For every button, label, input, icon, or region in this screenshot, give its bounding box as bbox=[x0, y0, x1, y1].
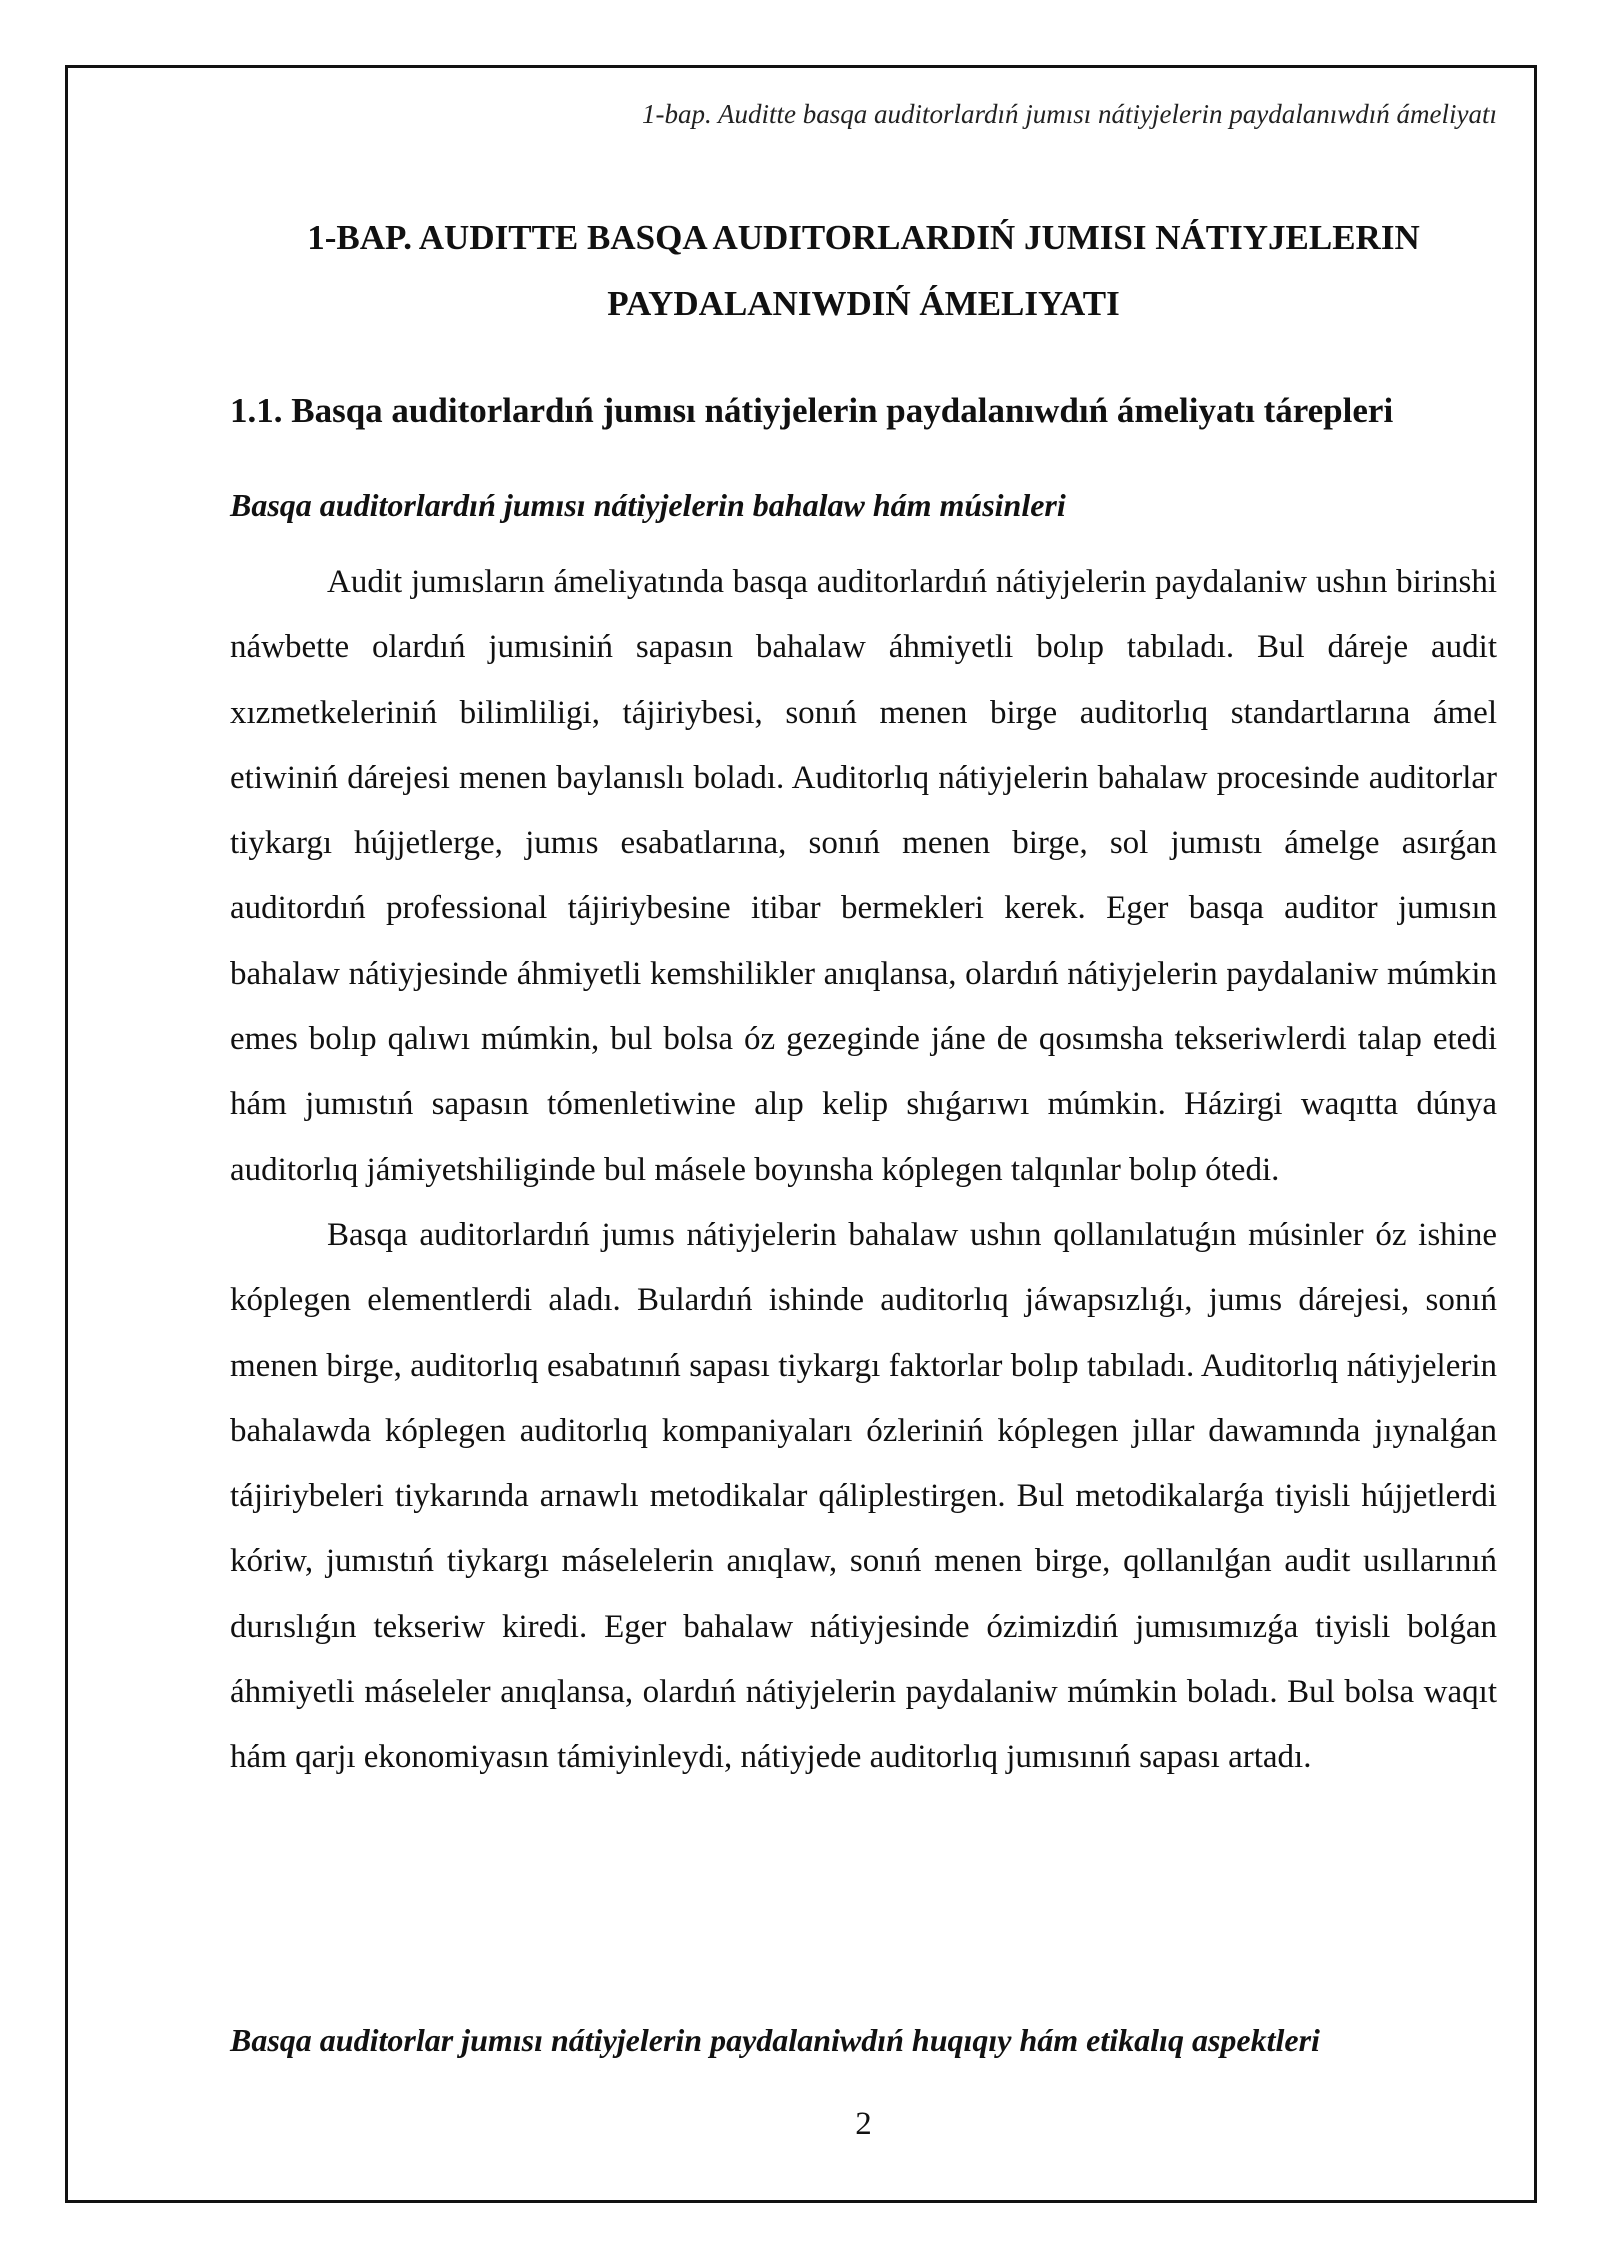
running-header: 1-bap. Auditte basqa auditorlardıń jumısı nátiyjelerin paydalanıwdıń ámeliyatı bbox=[642, 99, 1497, 129]
paragraph-1: Audit jumısların ámeliyatında basqa auditorlardıń nátiyjelerin paydalaniw ushın birinshi náwbette olardıń jumısiniń sapasın bahalaw áhmiyetli bolıp tabıladı. Bul dáreje audit xızmetkeleriniń bilimliligi, tájiriybesi, sonıń menen birge auditorlıq standartlarına ámel etiwiniń dárejesi menen baylanıslı boladı. Auditorlıq nátiyjelerin bahalaw procesinde auditorlar tiykargı hújjetlerge, jumıs esabatlarına, sonıń menen birge, sol jumıstı ámelge asırǵan auditordıń professional tájiriybesine itibar bermekleri kerek. Eger basqa auditor jumısın bahalaw nátiyjesinde áhmiyetli kemshilikler anıqlansa, olardıń nátiyjelerin paydalaniw múmkin emes bolıp qalıwı múmkin, bul bolsa óz gezeginde jáne de qosımsha tekseriwlerdi talap etedi hám jumıstıń sapasın tómenletiwine alıp kelip shıǵarıwı múmkin. Házirgi waqıtta dúnya auditorlıq jámiyetshiliginde bul másele boyınsha kóplegen talqınlar bolıp ótedi. bbox=[230, 564, 1497, 1188]
subsection-heading-2: Basqa auditorlar jumısı nátiyjelerin paydalaniwdıń huqıqıy hám etikalıq aspektleri bbox=[230, 2022, 1320, 2058]
page-number: 2 bbox=[855, 2106, 872, 2142]
chapter-title-line-2: PAYDALANIWDIŃ ÁMELIYATI bbox=[607, 284, 1120, 323]
section-title: 1.1. Basqa auditorlardıń jumısı nátiyjelerin paydalanıwdıń ámeliyatı tárepleri bbox=[230, 391, 1394, 430]
chapter-title-line-1: 1-BAP. AUDITTE BASQA AUDITORLARDIŃ JUMISI NÁTIYJELERIN bbox=[307, 218, 1420, 257]
chapter-title bbox=[230, 205, 1497, 337]
paragraph-2: Basqa auditorlardıń jumıs nátiyjelerin bahalaw ushın qollanılatuǵın músinler óz ishine kóplegen elementlerdi aladı. Bulardıń ishinde auditorlıq jáwapsızlıǵı, jumıs dárejesi, sonıń menen birge, auditorlıq esabatınıń sapası tiykargı faktorlar bolıp tabıladı. Auditorlıq nátiyjelerin bahalawda kóplegen auditorlıq kompaniyaları ózleriniń kóplegen jıllar dawamında jıynalǵan tájiriybeleri tiykarında arnawlı metodikalar qáliplestirgen. Bul metodikalarǵa tiyisli hújjetlerdi kóriw, jumıstıń tiykargı máselelerin anıqlaw, sonıń menen birge, qollanılǵan audit usıllarınıń durıslıǵın tekseriw kiredi. Eger bahalaw nátiyjesinde ózimizdiń jumısımızǵa tiyisli bolǵan áhmiyetli máseleler anıqlansa, olardıń nátiyjelerin paydalaniw múmkin boladı. Bul bolsa waqıt hám qarjı ekonomiyasın támiyinleydi, nátiyjede auditorlıq jumısınıń sapası artadı. bbox=[230, 1216, 1497, 1776]
subsection-heading-1: Basqa auditorlardıń jumısı nátiyjelerin bahalaw hám músinleri bbox=[230, 487, 1066, 523]
body-text bbox=[230, 550, 1497, 1791]
